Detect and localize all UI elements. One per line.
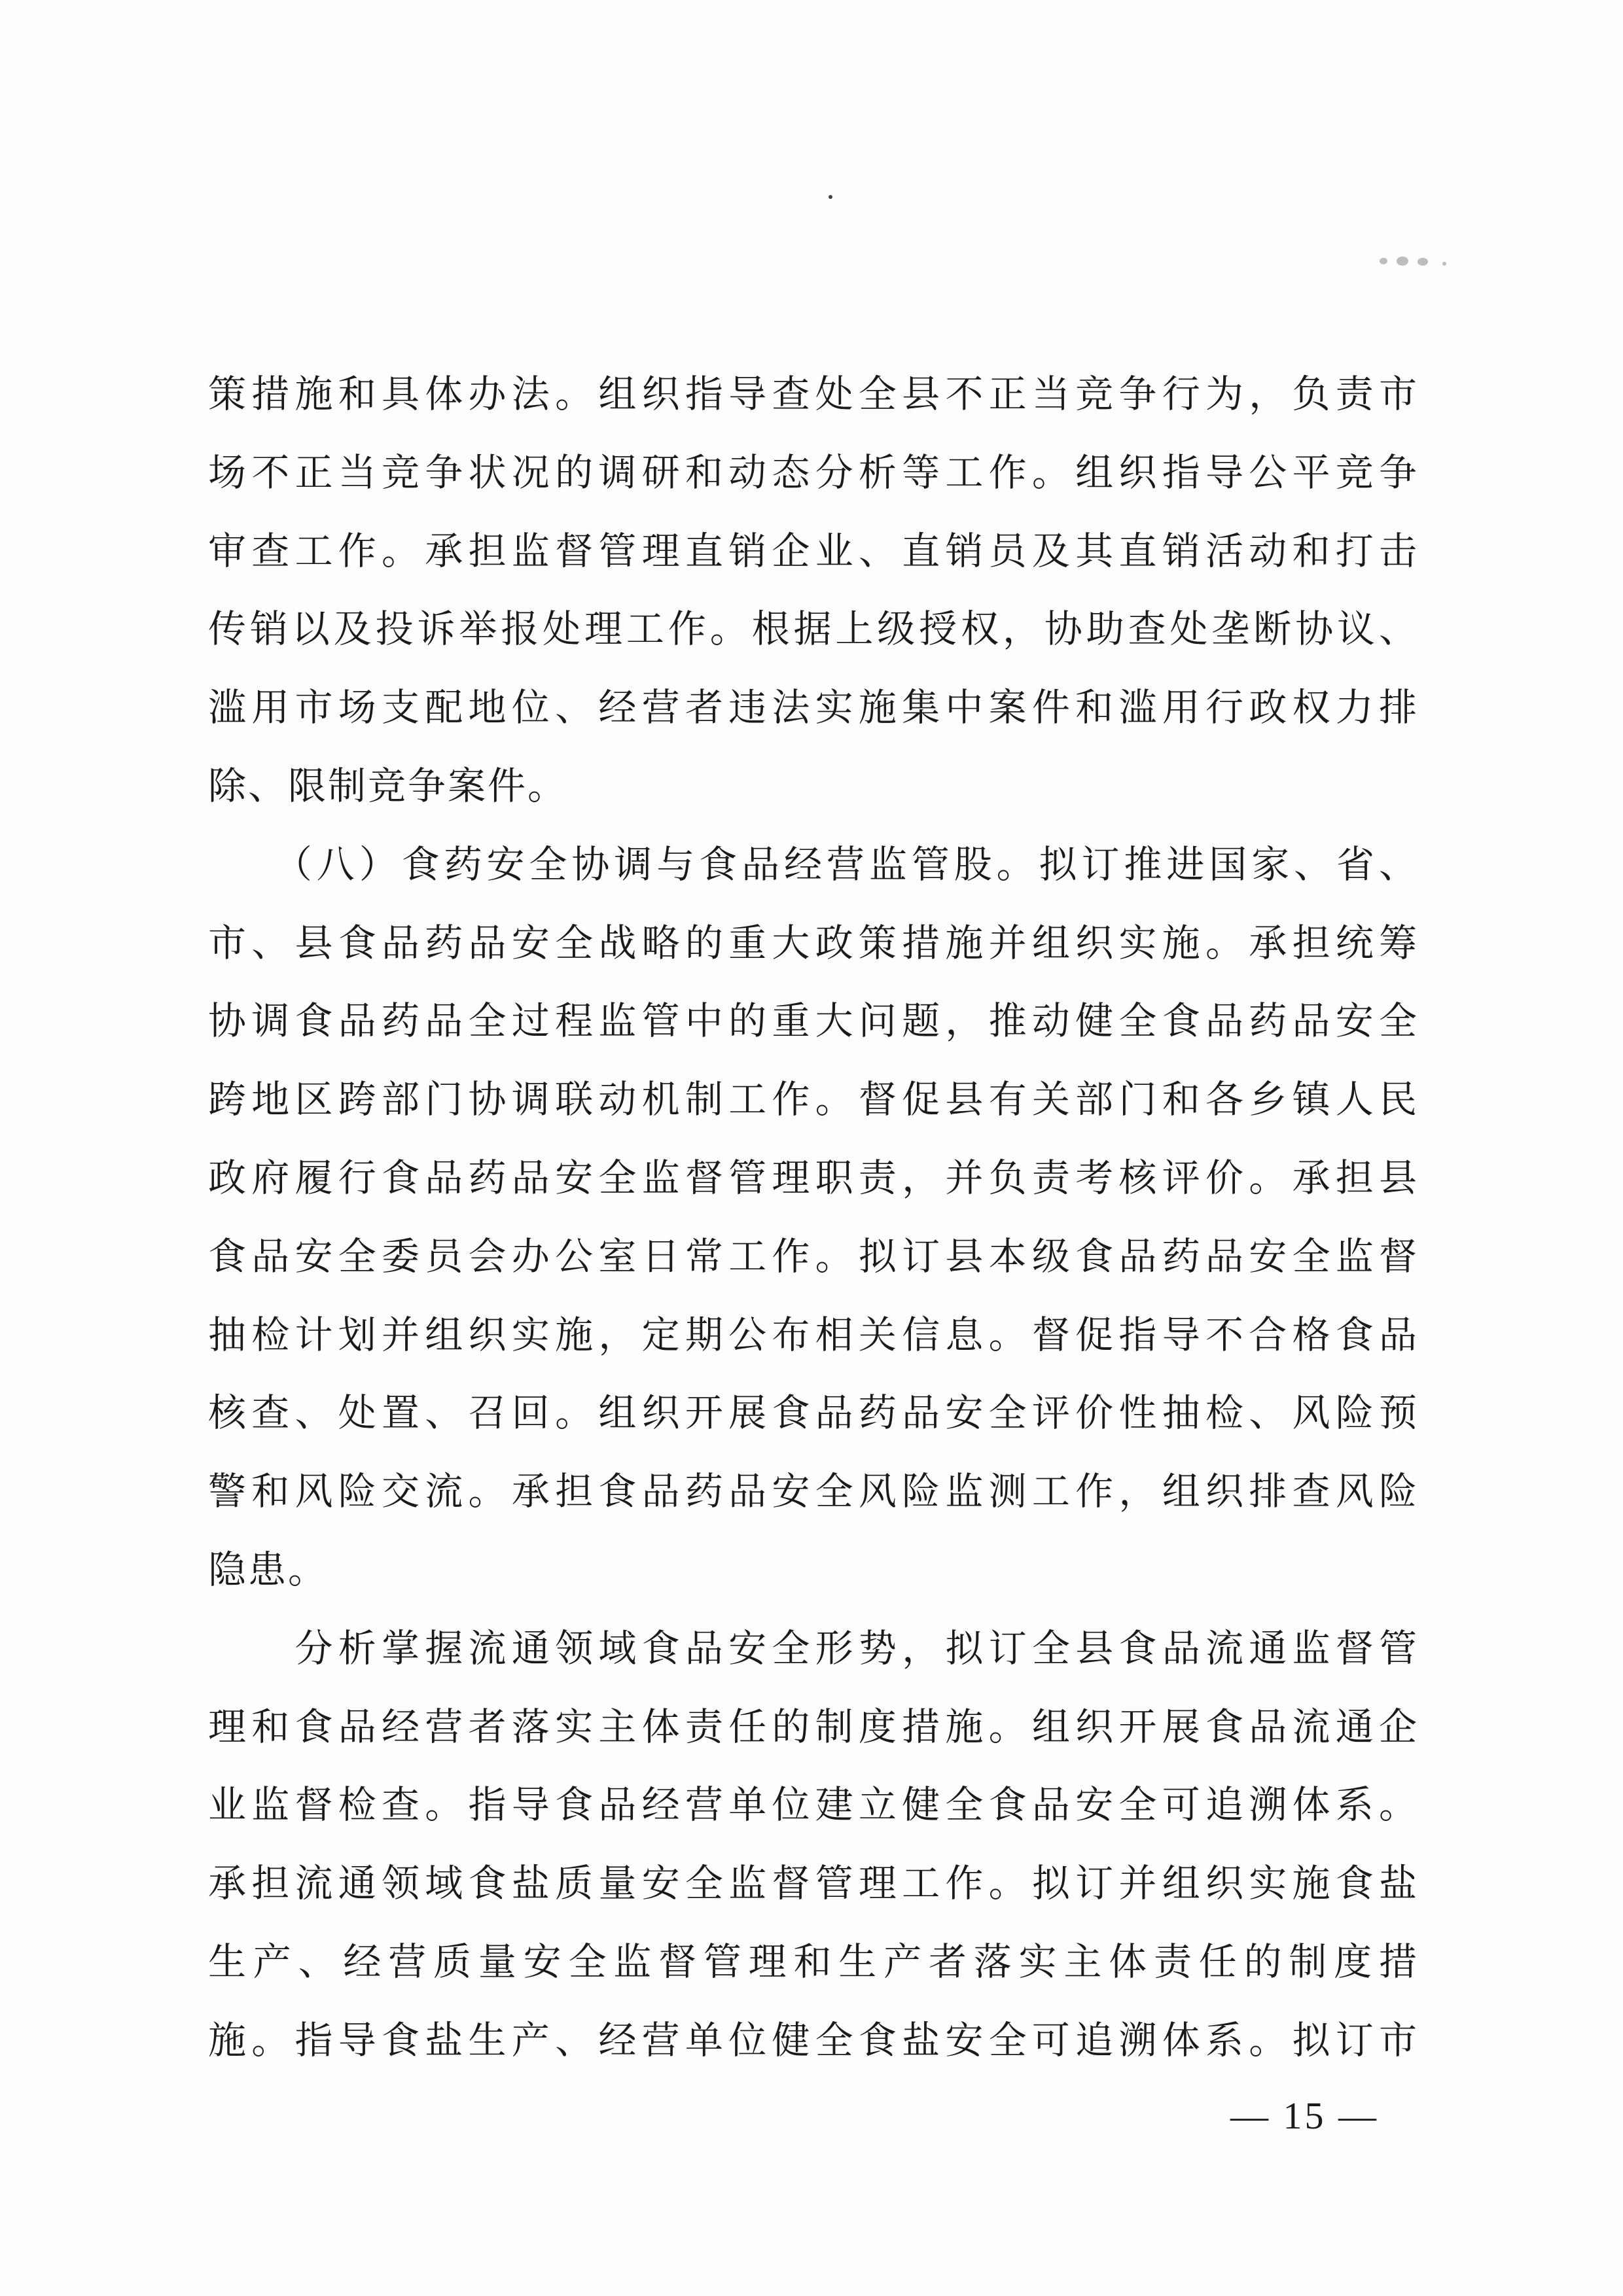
paragraph-2: [208, 826, 1419, 1610]
text-line: 抽检计划并组织实施，定期公布相关信息。督促指导不合格食品: [208, 1312, 1419, 1357]
text-line: 警和风险交流。承担食品药品安全风险监测工作，组织排查风险: [208, 1469, 1419, 1514]
text-line: 传销以及投诉举报处理工作。根据上级授权，协助查处垄断协议、: [208, 607, 1419, 652]
text-line: 食品安全委员会办公室日常工作。拟订县本级食品药品安全监督: [208, 1233, 1419, 1279]
text-line: 承担流通领域食盐质量安全监督管理工作。拟订并组织实施食盐: [208, 1861, 1419, 1906]
text-line: 政府履行食品药品安全监督管理职责，并负责考核评价。承担县: [208, 1155, 1419, 1200]
text-line: 分析掌握流通领域食品安全形势，拟订全县食品流通监督管: [208, 1625, 1419, 1670]
text-line: 市、县食品药品安全战略的重大政策措施并组织实施。承担统筹: [208, 920, 1419, 965]
text-line: 审查工作。承担监督管理直销企业、直销员及其直销活动和打击: [208, 528, 1419, 573]
paragraph-1: [208, 355, 1419, 826]
text-line: 核查、处置、召回。组织开展食品药品安全评价性抽检、风险预: [208, 1390, 1419, 1436]
document-body: [208, 355, 1419, 2080]
text-line: 滥用市场支配地位、经营者违法实施集中案件和滥用行政权力排: [208, 685, 1419, 730]
text-line: 跨地区跨部门协调联动机制工作。督促县有关部门和各乡镇人民: [208, 1077, 1419, 1122]
text-line: （八）食药安全协调与食品经营监管股。拟订推进国家、省、: [208, 841, 1419, 887]
text-line: 策措施和具体办法。组织指导查处全县不正当竞争行为，负责市: [208, 372, 1419, 416]
page-number: — 15 —: [1230, 2094, 1379, 2137]
text-line: 施。指导食盐生产、经营单位健全食盐安全可追溯体系。拟订市: [208, 2017, 1419, 2062]
text-line: 除、限制竞争案件。: [208, 763, 568, 808]
text-line: 生产、经营质量安全监督管理和生产者落实主体责任的制度措: [208, 1939, 1419, 1984]
text-line: 理和食品经营者落实主体责任的制度措施。组织开展食品流通企: [208, 1704, 1419, 1749]
paragraph-3: [208, 1610, 1419, 2080]
text-line: 场不正当竞争状况的调研和动态分析等工作。组织指导公平竞争: [208, 450, 1419, 495]
text-line: 业监督检查。指导食品经营单位建立健全食品安全可追溯体系。: [208, 1782, 1419, 1828]
scan-dot-mark: [829, 195, 832, 199]
scan-smudge-mark: [1380, 254, 1452, 272]
text-line: 协调食品药品全过程监管中的重大问题，推动健全食品药品安全: [208, 998, 1419, 1044]
text-line: 隐患。: [208, 1547, 329, 1592]
